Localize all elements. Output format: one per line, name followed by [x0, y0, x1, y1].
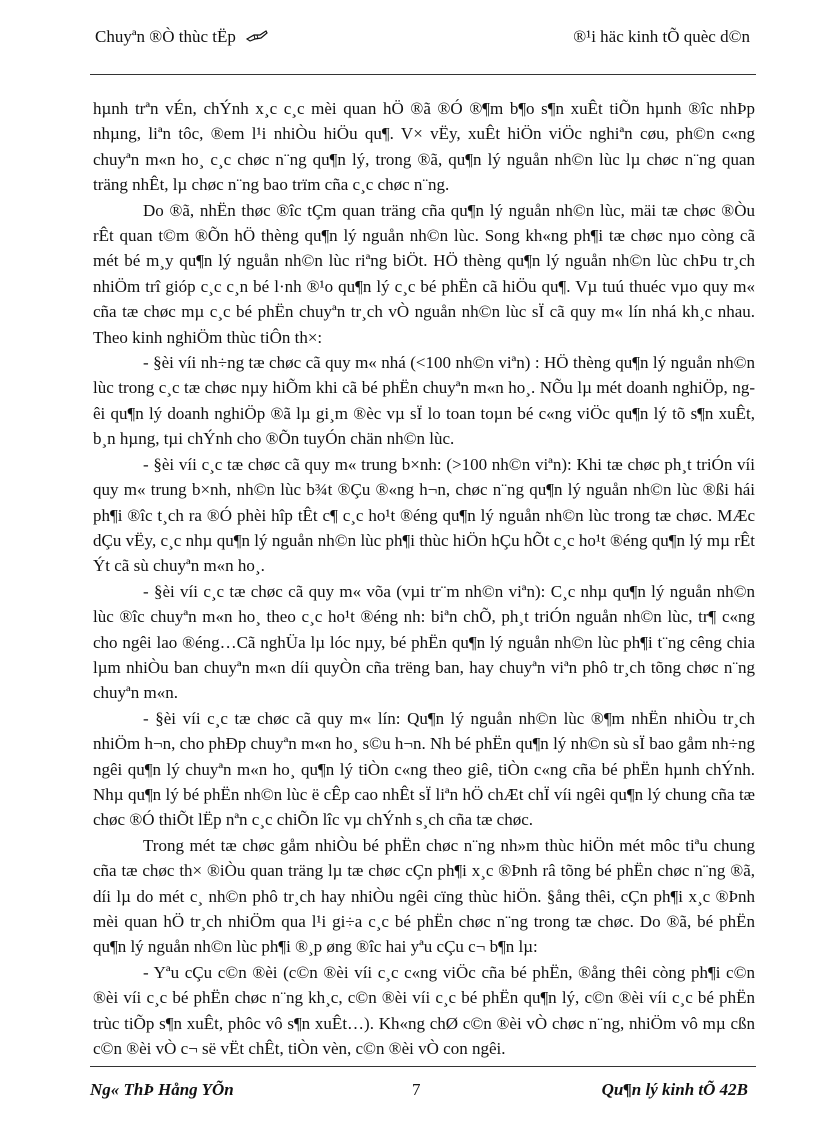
paragraph: hµnh trªn vÉn, chÝnh x¸c c¸c mèi quan hÖ ®ã ®Ó ®¶m b¶o s¶n xuÊt tiÕn hµnh ®îc nhÞp nhµng, liªn tôc, ®em l¹i nhiÒu hiÖu qu¶. V× vËy, xuÊt hiÖn viÖc nghiªn cøu, ph©n c«ng chuyªn m«n ho¸ c¸c chøc n¨ng qu¶n lý, trong ®ã, qu¶n lý nguån nh©n lùc lµ chøc n¨ng quan träng nhÊt, lµ chøc n¨ng bao trïm cña c¸c chøc n¨ng.	[93, 99, 755, 195]
pen-hand-icon	[246, 28, 268, 48]
paragraph: Do ®ã, nhËn thøc ®îc tÇm quan träng cña qu¶n lý nguån nh©n lùc, mäi tæ chøc ®Òu rÊt quan t©m ®Õn hÖ thèng qu¶n lý nguån nh©n lùc. Song kh«ng ph¶i tæ chøc nµo còng cã mét bé m¸y qu¶n lý nguån nh©n lùc riªng biÖt. HÖ thèng qu¶n lý nguån nh©n lùc chÞu tr¸ch nhiÖm trî gióp c¸c c¸n bé l·nh ®¹o qu¶n lý c¸c bé phËn cã hiÖu qu¶. Vµ tuú thuéc vµo quy m« cña tæ chøc mµ c¸c bé phËn chuyªn tr¸ch vÒ nguån nh©n lùc sÏ cã quy m« lín nhá kh¸c nhau. Theo kinh nghiÖm thùc tiÔn th×:	[93, 200, 755, 347]
header-divider	[90, 74, 756, 75]
paragraph: - §èi víi c¸c tæ chøc cã quy m« trung b×nh: (>100 nh©n viªn): Khi tæ chøc ph¸t triÓn víi quy m« trung b×nh, nh©n lùc b¾t ®Çu ®«ng h¬n, chøc n¨ng qu¶n lý nguån nh©n lùc ®ßi hái ph¶i ®îc t¸ch ra ®Ó phèi hîp tÊt c¶ c¸c ho¹t ®éng qu¶n lý nguån nh©n lùc trong tæ chøc. MÆc dÇu vËy, c¸c nhµ qu¶n lý nguån nh©n lùc ph¶i thùc hiÖn hÇu hÕt c¸c ho¹t ®éng qu¶n lý mµ rÊt Ýt cã sù chuyªn m«n ho¸.	[93, 454, 755, 576]
header-left	[95, 27, 268, 48]
footer-course: Qu¶n lý kinh tÕ 42B	[601, 1080, 748, 1099]
paragraph: Trong mét tæ chøc gåm nhiÒu bé phËn chøc n¨ng nh»m thùc hiÖn mét môc tiªu chung cña tæ chøc th× ®iÒu quan träng lµ tæ chøc cÇn ph¶i x¸c ®Þnh râ tõng bé phËn chøc n¨ng ®ã, díi lµ do mét c¸ nh©n phô tr¸ch hay nhiÒu ngêi cïng thùc hiÖn. §ång thêi, cÇn ph¶i x¸c ®Þnh mèi quan hÖ tr¸ch nhiÖm qua l¹i gi÷a c¸c bé phËn chøc n¨ng trong tæ chøc. Do ®ã, bé phËn qu¶n lý nguån nh©n lùc ph¶i ®¸p øng ®îc hai yªu cÇu c¬ b¶n lµ:	[93, 835, 755, 957]
body-text	[93, 96, 755, 1061]
footer-divider	[90, 1066, 756, 1067]
footer-author: Ng« ThÞ Hång YÕn	[90, 1080, 234, 1099]
paragraph: - Yªu cÇu c©n ®èi (c©n ®èi víi c¸c c«ng viÖc cña bé phËn, ®ång thêi còng ph¶i c©n ®èi víi c¸c bé phËn chøc n¨ng kh¸c, c©n ®èi víi c¸c bé phËn qu¶n lý, c©n ®èi víi c¸c bé phËn trùc tiÕp s¶n xuÊt, phôc vô s¶n xuÊt…). Kh«ng chØ c©n ®èi vÒ chøc n¨ng, nhiÖm vô mµ cßn c©n ®èi vÒ c¬ së vËt chÊt, tiÒn vèn, c©n ®èi vÒ con ngêi.	[93, 962, 755, 1059]
header-title: Chuyªn ®Ò thùc tËp	[95, 27, 236, 46]
paragraph: - §èi víi nh÷ng tæ chøc cã quy m« nhá (<100 nh©n viªn) : HÖ thèng qu¶n lý nguån nh©n lùc trong c¸c tæ chøc nµy hiÕm khi cã bé phËn chuyªn m«n ho¸. NÕu lµ mét doanh nghiÖp, ngêi qu¶n lý doanh nghiÖp ®ã lµ gi¸m ®èc vµ sÏ lo toan toµn bé c«ng viÖc qu¶n lý tõ s¶n xuÊt, b¸n hµng, tµi chÝnh cho ®Õn tuyÓn chän nh©n lùc.	[93, 353, 755, 449]
header-right: ®¹i häc kinh tÕ quèc d©n	[573, 27, 750, 46]
page-number: 7	[412, 1080, 421, 1099]
paragraph: - §èi víi c¸c tæ chøc cã quy m« lín: Qu¶n lý nguån nh©n lùc ®¶m nhËn nhiÒu tr¸ch nhiÖm h¬n, cho phÐp chuyªn m«n ho¸ s©u h¬n. Nh bé phËn qu¶n lý nh©n sù sÏ bao gåm nh÷ng ngêi qu¶n lý chuyªn m«n ho¸ qu¶n lý tiÒn c«ng theo giê, tiÒn c«ng cña bé phËn hµnh chÝnh. Nhµ qu¶n lý bé phËn nh©n lùc ë cÊp cao nhÊt sÏ liªn hÖ chÆt chÏ víi ngêi qu¶n lý chung cña tæ chøc ®Ó thiÕt lËp nªn c¸c chiÕn lîc vµ chÝnh s¸ch cña tæ chøc.	[93, 708, 755, 830]
paragraph: - §èi víi c¸c tæ chøc cã quy m« võa (vµi tr¨m nh©n viªn): C¸c nhµ qu¶n lý nguån nh©n lùc ®îc chuyªn m«n ho¸ theo c¸c ho¹t ®éng nh: biªn chÕ, ph¸t triÓn nguån nh©n lùc, tr¶ c«ng cho ngêi lao ®éng…Cã nghÜa lµ lóc nµy, bé phËn qu¶n lý nguån nh©n lùc ph¶i t¨ng cêng chia lµm nhiÒu ban chuyªn m«n díi quyÒn cña trëng ban, hay chuyªn viªn phô tr¸ch tõng chøc n¨ng chuyªn m«n.	[93, 581, 755, 703]
